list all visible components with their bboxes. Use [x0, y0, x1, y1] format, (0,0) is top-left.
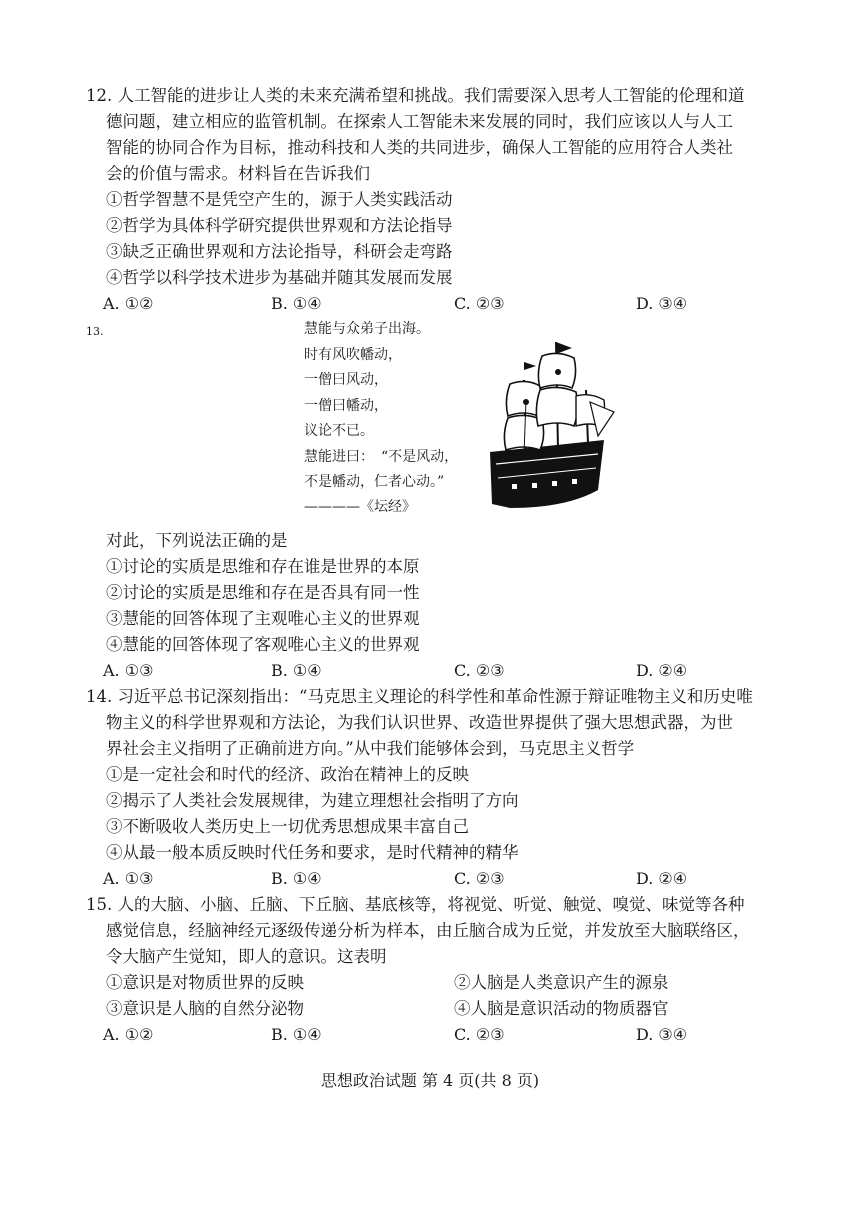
q13-item-4: ④慧能的回答体现了客观唯心主义的世界观: [106, 635, 420, 654]
q12-item-3: ③缺乏正确世界观和方法论指导，科研会走弯路: [106, 242, 453, 261]
page-footer: 思想政治试题 第 4 页(共 8 页): [320, 1071, 540, 1090]
q12-item-2: ②哲学为具体科学研究提供世界观和方法论指导: [106, 216, 453, 235]
q14-item-4: ④从最一般本质反映时代任务和要求，是时代精神的精华: [106, 843, 519, 862]
q14-item-2: ②揭示了人类社会发展规律，为建立理想社会指明了方向: [106, 791, 519, 810]
q13-item-3: ③慧能的回答体现了主观唯心主义的世界观: [106, 609, 420, 628]
q15-option-c: C. ②③: [454, 1025, 505, 1044]
q12-stem-line-1: 12. 人工智能的进步让人类的未来充满希望和挑战。我们需要深入思考人工智能的伦理和道: [86, 86, 745, 105]
sailing-ship-illustration: [486, 340, 618, 516]
q15-item-3: ③意识是人脑的自然分泌物: [106, 999, 304, 1018]
q12-option-a: A. ①②: [103, 294, 154, 313]
q13-poem-line-4: 一僧曰幡动，: [304, 398, 388, 414]
q15-stem-line-2: 感觉信息，经脑神经元逐级传递分析为样本，由丘脑合成为丘觉，并发放至大脑联络区，: [106, 921, 750, 940]
q15-stem-line-1: 15. 人的大脑、小脑、丘脑、下丘脑、基底核等，将视觉、听觉、触觉、嗅觉、味觉等各种: [86, 895, 745, 914]
q14-option-b: B. ①④: [271, 869, 322, 888]
q13-option-d: D. ②④: [636, 661, 688, 680]
q13-poem-line-5: 议论不已。: [304, 423, 374, 439]
q13-option-c: C. ②③: [454, 661, 505, 680]
q12-stem-line-3: 智能的协同合作为目标，推动科技和人类的共同进步，确保人工智能的应用符合人类社: [106, 138, 733, 157]
q15-stem-line-3: 令大脑产生觉知，即人的意识。这表明: [106, 947, 387, 966]
q13-item-2: ②讨论的实质是思维和存在是否具有同一性: [106, 583, 420, 602]
q12-item-4: ④哲学以科学技术进步为基础并随其发展而发展: [106, 268, 453, 287]
q15-item-4: ④人脑是意识活动的物质器官: [454, 999, 669, 1018]
q13-poem-source: ————《坛经》: [304, 499, 416, 515]
q12-stem-line-4: 会的价值与需求。材料旨在告诉我们: [106, 164, 370, 183]
q13-poem-line-1: 慧能与众弟子出海。: [304, 321, 430, 337]
q15-option-a: A. ①②: [103, 1025, 154, 1044]
q13-poem-line-3: 一僧曰风动，: [304, 372, 388, 388]
q14-option-d: D. ②④: [636, 869, 688, 888]
q14-option-c: C. ②③: [454, 869, 505, 888]
q14-item-1: ①是一定社会和时代的经济、政治在精神上的反映: [106, 765, 469, 784]
q14-item-3: ③不断吸收人类历史上一切优秀思想成果丰富自己: [106, 817, 469, 836]
q13-option-b: B. ①④: [271, 661, 322, 680]
q15-option-d: D. ③④: [636, 1025, 688, 1044]
q15-option-b: B. ①④: [271, 1025, 322, 1044]
q13-poem-line-7: 不是幡动，仁者心动。”: [304, 474, 445, 490]
q12-item-1: ①哲学智慧不是凭空产生的，源于人类实践活动: [106, 190, 453, 209]
q12-option-b: B. ①④: [271, 294, 322, 313]
q13-number: 13.: [86, 325, 104, 338]
q14-stem-line-2: 物主义的科学世界观和方法论，为我们认识世界、改造世界提供了强大思想武器，为世: [106, 713, 733, 732]
q15-item-2: ②人脑是人类意识产生的源泉: [454, 973, 669, 992]
q13-poem-line-6: 慧能进曰： “不是风动，: [304, 449, 459, 465]
q13-stem: 对此，下列说法正确的是: [106, 531, 288, 550]
q13-option-a: A. ①③: [103, 661, 154, 680]
q12-option-d: D. ③④: [636, 294, 688, 313]
q15-item-1: ①意识是对物质世界的反映: [106, 973, 304, 992]
q12-option-c: C. ②③: [454, 294, 505, 313]
q12-stem-line-2: 德问题，建立相应的监管机制。在探索人工智能未来发展的同时，我们应该以人与人工: [106, 112, 733, 131]
q14-stem-line-1: 14. 习近平总书记深刻指出：“马克思主义理论的科学性和革命性源于辩证唯物主义和历史唯: [86, 687, 753, 706]
q14-stem-line-3: 界社会主义指明了正确前进方向。”从中我们能够体会到，马克思主义哲学: [106, 739, 635, 758]
q13-poem-line-2: 时有风吹幡动，: [304, 347, 402, 363]
q13-item-1: ①讨论的实质是思维和存在谁是世界的本原: [106, 557, 420, 576]
q14-option-a: A. ①③: [103, 869, 154, 888]
